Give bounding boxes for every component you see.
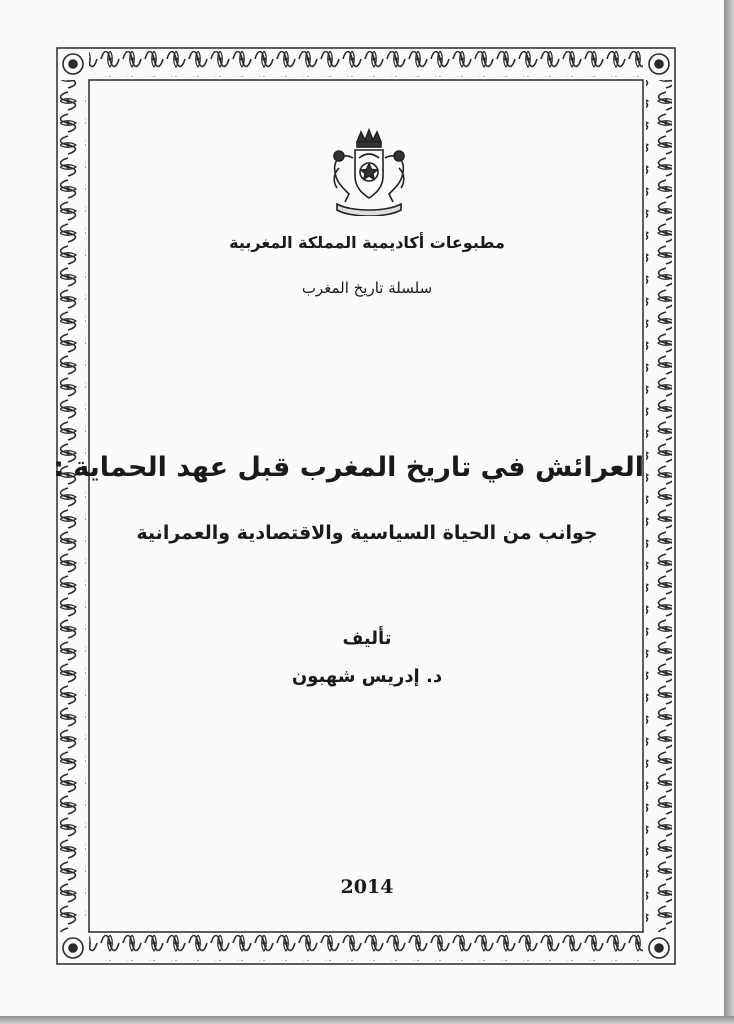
page-edge-shadow [724,0,734,1024]
moroccan-royal-coat-of-arms-icon [327,128,411,216]
author-name: د. إدريس شهبون [291,666,443,687]
series-name: سلسلة تاريخ المغرب [301,279,433,297]
book-subtitle: جوانب من الحياة السياسية والاقتصادية والعمرانية [136,522,598,544]
publisher-name: مطبوعات أكاديمية المملكة المغربية [229,233,505,252]
author-label: تأليف [342,628,392,649]
book-title: العرائش في تاريخ المغرب قبل عهد الحماية : [53,452,644,483]
page-bottom-shadow [0,1016,734,1024]
publication-year: 2014 [340,876,394,898]
